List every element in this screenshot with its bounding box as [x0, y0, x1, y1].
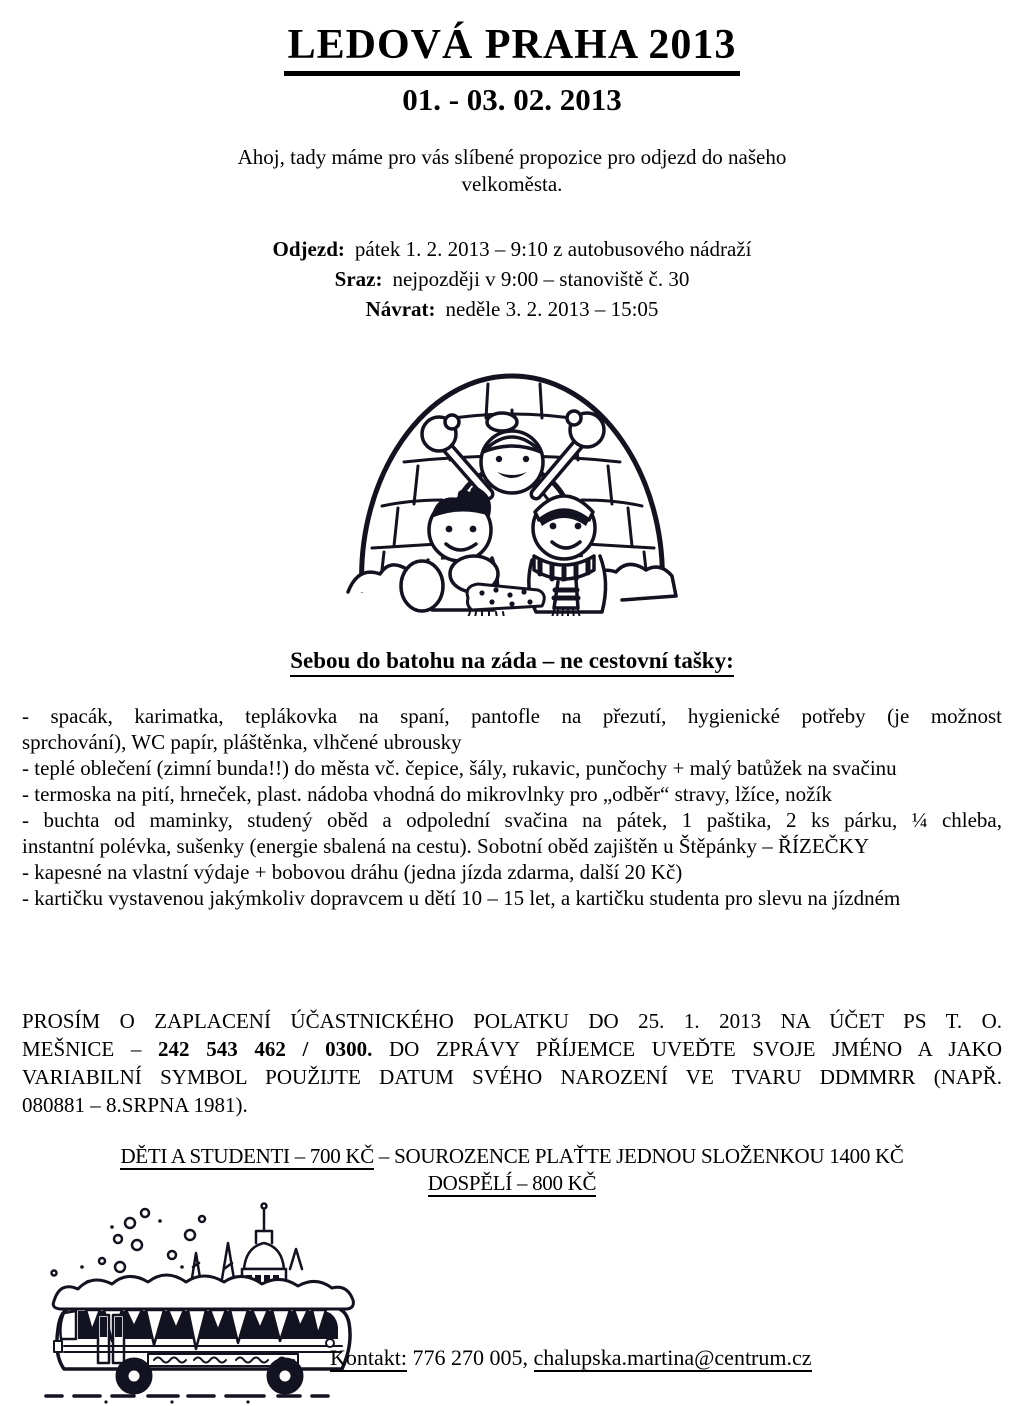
price-adults: DOSPĚLÍ – 800 KČ	[427, 1171, 597, 1196]
packing-line: sprchování), WC papír, pláštěnka, vlhčené ubrousky	[22, 730, 462, 755]
payment-line: 080881 – 8.SRPNA 1981).	[22, 1093, 248, 1118]
packing-line: - teplé oblečení (zimní bunda!!) do města vč. čepice, šály, rukavic, punčochy + malý batůžek na svačinu	[22, 756, 897, 781]
bus-figure	[42, 1197, 372, 1406]
intro-line: Ahoj, tady máme pro vás slíbené propozice pro odjezd do našeho	[237, 145, 787, 170]
price-children-students: DĚTI A STUDENTI – 700 KČ	[120, 1144, 374, 1169]
igloo-figure	[0, 360, 1024, 616]
payment-line: VARIABILNÍ SYMBOL POUŽIJTE DATUM SVÉHO NAROZENÍ VE TVARU DDMMRR (NAPŘ.	[22, 1065, 1002, 1090]
packing-line: - kapesné na vlastní výdaje + bobovou dráhu (jedna jízda zdarma, další 20 Kč)	[22, 860, 683, 885]
contact-email-link[interactable]: chalupska.martina@centrum.cz	[533, 1345, 812, 1371]
packing-line: - termoska na pití, hrneček, plast. nádoba vhodná do mikrovlnky pro „odběr“ stravy, lžíce, nožík	[22, 782, 832, 807]
payment-paragraph	[22, 1007, 1002, 1119]
header	[0, 22, 1024, 76]
price-line-children	[0, 1143, 1024, 1170]
schedule-value: neděle 3. 2. 2013 – 15:05	[445, 297, 659, 322]
winter-bus-illustration-icon	[42, 1197, 372, 1404]
packing-line: - buchta od maminky, studený oběd a odpolední svačina na pátek, 1 paštika, 2 ks párku, ¼ chleba,	[22, 808, 1002, 833]
igloo-children-illustration-icon	[342, 360, 682, 616]
packing-list	[22, 703, 1002, 911]
price-line-adults	[0, 1170, 1024, 1197]
intro-line: velkoměsta.	[461, 172, 563, 197]
page-title: LEDOVÁ PRAHA 2013	[284, 22, 741, 76]
intro-paragraph	[0, 144, 1024, 198]
schedule-label: Návrat:	[365, 297, 436, 322]
schedule-block	[0, 234, 1024, 324]
payment-line	[22, 1035, 1002, 1063]
packing-line: - spacák, karimatka, teplákovka na spaní, pantofle na přezutí, hygienické potřeby (je možnost	[22, 704, 1002, 729]
schedule-return	[0, 294, 1024, 324]
schedule-value: nejpozději v 9:00 – stanoviště č. 30	[392, 267, 690, 292]
schedule-value: pátek 1. 2. 2013 – 9:10 z autobusového nádraží	[354, 237, 752, 262]
schedule-departure	[0, 234, 1024, 264]
schedule-meeting	[0, 264, 1024, 294]
prices-block	[0, 1143, 1024, 1197]
schedule-label: Sraz:	[334, 267, 383, 292]
schedule-label: Odjezd:	[272, 237, 345, 262]
footer-row	[0, 1197, 1024, 1406]
contact-line	[330, 1345, 812, 1371]
payment-text: MEŠNICE –	[22, 1037, 159, 1062]
packing-line: instantní polévka, sušenky (energie sbalená na cestu). Sobotní oběd zajištěn u Štěpánky – ŘÍZEČKY	[22, 834, 870, 859]
page-subtitle: 01. - 03. 02. 2013	[402, 82, 622, 118]
packing-line: - kartičku vystavenou jakýmkoliv dopravcem u dětí 10 – 15 let, a kartičku studenta pro slevu na jízdném	[22, 886, 901, 911]
packing-section	[0, 648, 1024, 677]
price-siblings: – SOUROZENCE PLAŤTE JEDNOU SLOŽENKOU 1400 KČ	[373, 1144, 904, 1169]
contact-phone: 776 270 005,	[407, 1345, 534, 1371]
payment-text: DO ZPRÁVY PŘÍJEMCE UVEĎTE SVOJE JMÉNO A JAKO	[372, 1037, 1002, 1062]
account-number: 242 543 462 / 0300.	[158, 1037, 373, 1062]
payment-line: PROSÍM O ZAPLACENÍ ÚČASTNICKÉHO POLATKU DO 25. 1. 2013 NA ÚČET PS T. O.	[22, 1009, 1002, 1034]
contact-label: Kontakt:	[330, 1345, 407, 1371]
packing-heading: Sebou do batohu na záda – ne cestovní tašky:	[290, 648, 733, 677]
